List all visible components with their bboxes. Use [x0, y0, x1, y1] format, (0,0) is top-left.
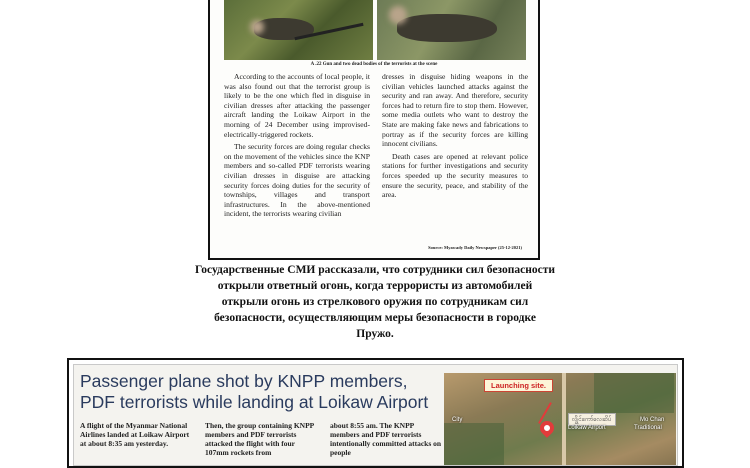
map-road [562, 373, 566, 466]
photo-strip [224, 0, 526, 60]
paragraph: According to the accounts of local people, it was also found out that the terrorist group is likely to be the one which fled in disguise in civilian dresses after attacking the passenger aircraft landing the Loikaw Airport in the morning of 24 December using improvised-electrically-triggered rockets. [224, 72, 370, 139]
satellite-map [444, 373, 676, 466]
place-label: Mo Chan [640, 417, 665, 423]
airport-label: Loikaw Airport [568, 425, 606, 431]
article-columns [80, 421, 442, 457]
paragraph: The security forces are doing regular checks on the movement of the vehicles since the KNP members and so-called PDF terrorists wearing civilian dresses in disguise are attacking security forces doing duties for the security of townships, villages and transport infrastructures. In the above-mentioned incident, the terrorists wearing civilian [224, 142, 370, 219]
paragraph: Death cases are opened at relevant police stations for further investigations and security forces speeded up the security measures to ensure the security, peace, and stability of the area. [382, 151, 528, 200]
russian-caption: Государственные СМИ рассказали, что сотрудники сил безопасности открыли ответный огонь, когда террористы из автомобилей открыли огонь из стрелкового оружия по сотрудникам сил безопасности, осуществляющим меры безопасности в городке Пружо. [195, 264, 555, 340]
photo-caption: A .22 Gun and two dead bodies of the terrorists at the scene [310, 62, 438, 67]
source-credit: Source: Myawady Daily Newspaper (25-12-2021) [428, 245, 522, 250]
place-label: Traditional [634, 425, 662, 431]
photo-gun-scene [224, 0, 373, 60]
headline: Passenger plane shot by KNPP members, PDF terrorists while landing at Loikaw Airport [80, 371, 429, 412]
clipping-body [73, 364, 678, 466]
blurred-face [389, 6, 407, 24]
article-column-right [382, 72, 528, 222]
newspaper-clipping-bottom [67, 358, 684, 468]
blurred-face [250, 20, 264, 34]
article-column-2: Then, the group containing KNPP members and PDF terrorists attacked the flight with four 107mm rockets from [205, 421, 314, 457]
map-field [594, 373, 674, 413]
article-columns [224, 72, 528, 222]
place-label: City [452, 417, 463, 423]
photo-body-scene [377, 0, 526, 60]
body-figure [397, 14, 497, 42]
article-column-left [224, 72, 370, 222]
launching-site-label: Launching site. [484, 379, 553, 392]
newspaper-clipping-top [208, 0, 540, 260]
article-column-3: about 8:55 am. The KNPP members and PDF terrorists intentionally committed attacks on people [330, 421, 442, 457]
airport-label-burmese: လွိုင်ကော်လေဆိပ် [568, 413, 616, 426]
paragraph: dresses in disguise hiding weapons in the civilian vehicles launched attacks against the security and ran away. And therefore, security forces had to return fire to stop them. However, some media outlets who want to destroy the State are making fake news and fabrications to portray as if the security forces are killing innocent civilians. [382, 72, 528, 149]
article-column-1: A flight of the Myanmar National Airlines landed at Loikaw Airport at about 8:35 am yesterday. [80, 421, 190, 448]
